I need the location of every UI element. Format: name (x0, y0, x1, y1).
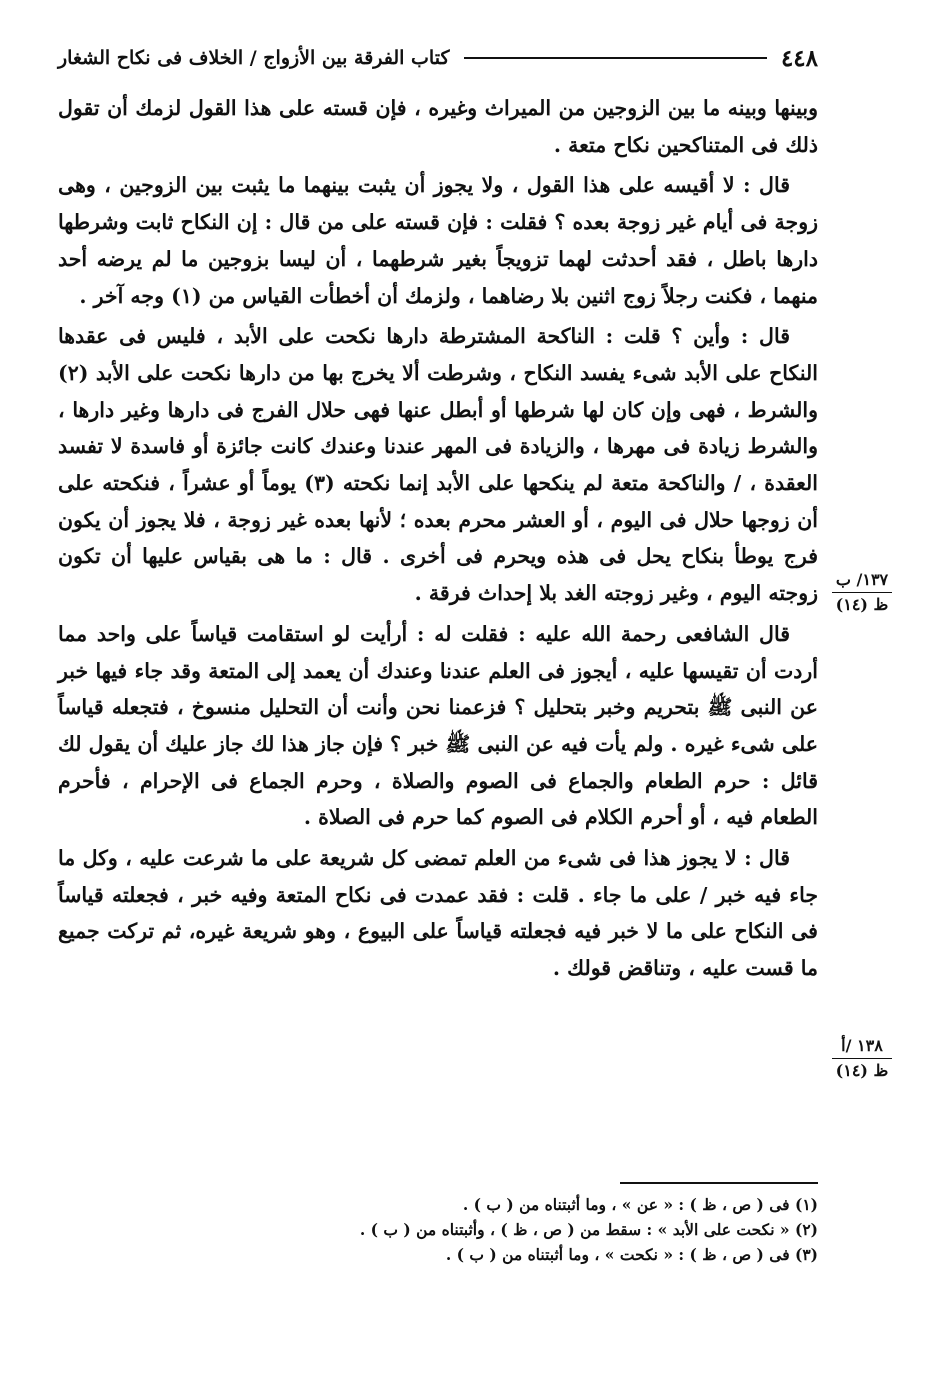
footnote: (٣) فى ( ص ، ظ ) : « نكحت » ، وما أثبتناه من ( ب ) . (445, 1245, 818, 1264)
paragraph (58, 90, 818, 163)
margin-note-bottom: ظ (١٤) (835, 595, 889, 614)
running-title: كتاب الفرقة بين الأزواج / الخلاف فى نكاح الشغار (58, 47, 450, 69)
footnote: (٢) « نكحت على الأبد » : سقط من ( ص ، ظ ) ، وأثبتناه من ( ب ) . (359, 1220, 818, 1239)
margin-note-bottom: ظ (١٤) (835, 1061, 889, 1080)
footnote: (١) فى ( ص ، ظ ) : « عن » ، وما أثبتناه من ( ب ) . (462, 1195, 818, 1214)
paragraph (58, 840, 818, 987)
paragraph-text: قال : لا يجوز هذا فى شىء من العلم تمضى كل شريعة على ما شرعت عليه ، وكل ما جاء فيه خبر / على ما جاء . قلت : فقد عمدت فى نكاح المتعة وفيه خبر ، فجعلته قياساً فى النكاح على ما لا خبر فيه فجعلته قياساً على البيوع ، وهو شريعة غيره، ثم تركت جميع ما قست عليه ، وتناقض قولك . (58, 846, 818, 981)
paragraph (58, 167, 818, 314)
footnotes (58, 1192, 818, 1267)
paragraph (58, 616, 818, 836)
paragraph-text: فقلت له : أرأيت لو استقامت قياساً على واحد مما أردت أن تقيسها عليه ، أيجوز فى العلم عندنا وعندك أن يعمد إلى المتعة وقد جاء فيها خبر عن النبى ﷺ بتحريم وخبر بتحليل ؟ فزعمنا نحن وأنت أن التحليل منسوخ ، فتجعله قياساً على شىء غيره . ولم يأت فيه عن النبى ﷺ خبر ؟ فإن جاز هذا لك جاز عليك أن يقول لك قائل : حرم الطعام والجماع فى الصوم والصلاة ، وحرم الجماع فى الإحرام ، فأحرم الطعام فيه ، أو أحرم الكلام فى الصوم كما حرم فى الصلاة . (58, 621, 818, 830)
margin-note-top: ١٣٧/ ب (832, 570, 892, 593)
footnote-rule (620, 1182, 818, 1184)
paragraph (58, 318, 818, 612)
page-number: ٤٤٨ (780, 44, 818, 72)
paragraph-text: وبينها وبينه ما بين الزوجين من الميراث وغيره ، فإن قسته على هذا القول لزمك أن تقول ذلك فى المتناكحين نكاح متعة . (58, 96, 818, 157)
paragraph-lead: قال الشافعى رحمة الله عليه : (518, 621, 790, 646)
paragraph-lead: قال : (743, 173, 790, 198)
paragraph-text: لا أقيسه على هذا القول ، ولا يجوز أن يثبت بينهما ما يثبت بين الزوجين ، وهى زوجة فى أيام غير زوجة بعده ؟ فقلت : فإن قسته على من قال : إن النكاح ثابت وشرطها دارها باطل ، فقد أحدثت لهما تزويجاً بغير شرطهما ، أن ليسا بزوجين ما لم يرضه أحد منهما ، فكنت رجلاً زوج اثنين بلا رضاهما ، ولزمك أن أخطأت القياس من (١) وجه آخر . (58, 173, 818, 308)
margin-folio-note (832, 570, 892, 615)
margin-note-top: ١٣٨ /أ (832, 1036, 892, 1059)
margin-folio-note (832, 1036, 892, 1081)
header-rule (464, 57, 767, 59)
paragraph-text: قال : وأين ؟ قلت : الناكحة المشترطة دارها نكحت على الأبد ، فليس فى عقدها النكاح على الأبد شىء يفسد النكاح ، وشرطت ألا يخرج بها من دارها نكحت على الأبد (٢) والشرط ، فهى وإن كان لها شرطها أو أبطل عنها فهى حلال الفرج فى دارها وغير دارها ، والشرط زيادة فى مهرها ، والزيادة فى المهر عندنا وعندك كانت جائزة أو فاسدة لا تفسد العقدة ، / والناكحة متعة لم ينكحها على الأبد إنما نكحته (٣) يوماً أو عشراً ، فنكحته على أن زوجها حلال فى اليوم ، أو العشر محرم بعده ؛ لأنها بعده غير زوجة ، فلا يجوز أن يكون فرج يوطأ بنكاح يحل فى هذه ويحرم فى أخرى . قال : ما هى بقياس عليها أن تكون زوجته اليوم ، وغير زوجته الغد بلا إحداث فرقة . (58, 324, 818, 606)
main-text (58, 90, 818, 991)
page-header (58, 38, 818, 78)
